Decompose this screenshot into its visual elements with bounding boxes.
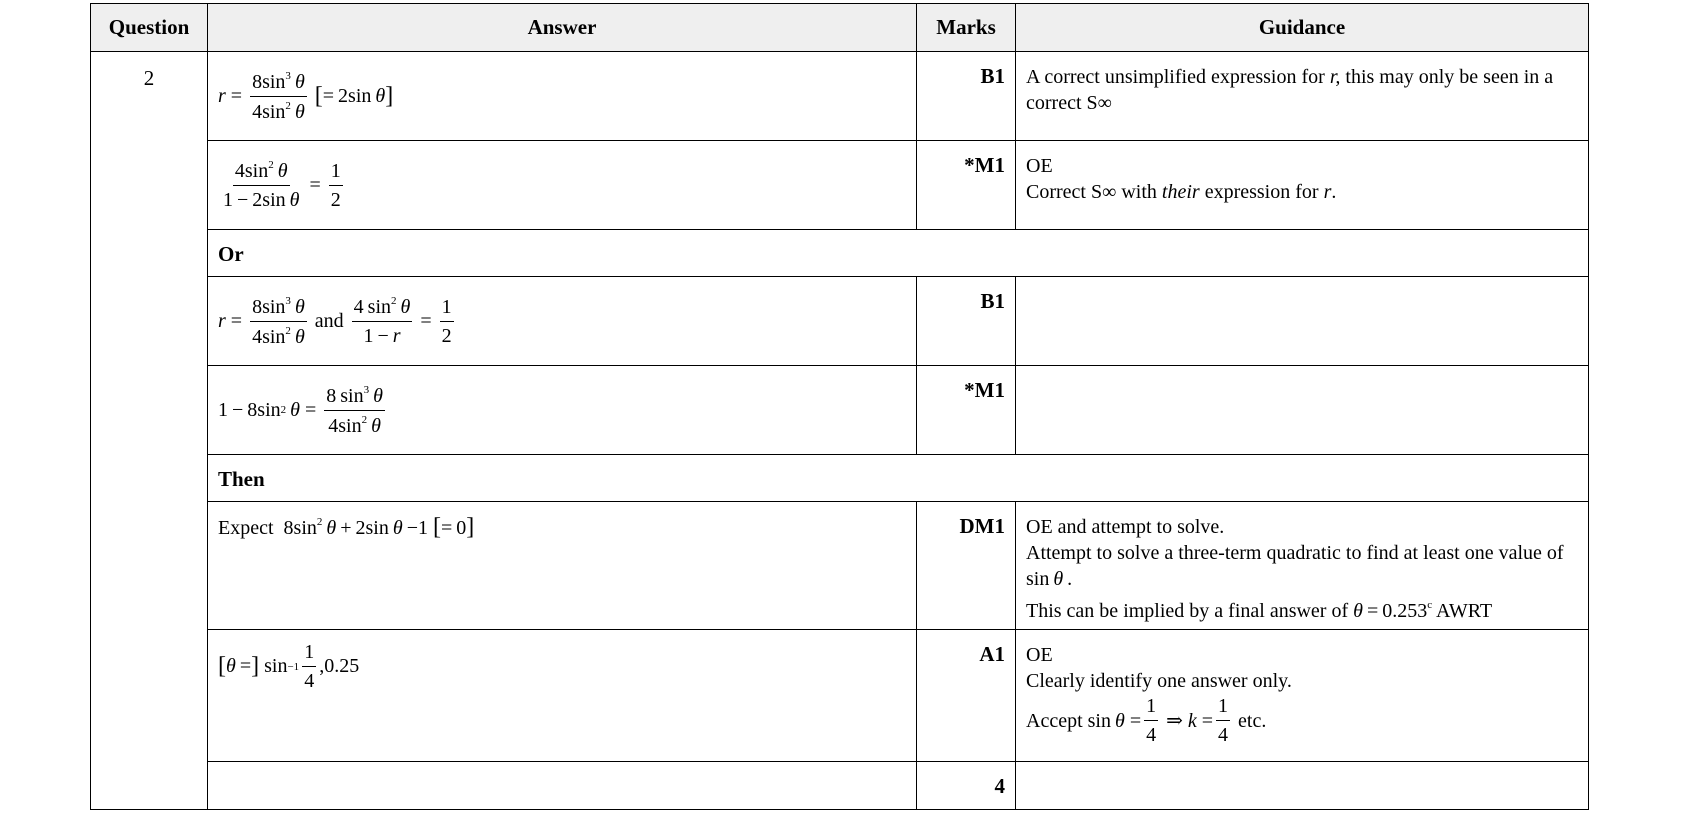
mark-cell: B1 bbox=[917, 52, 1016, 141]
marks-header: Marks bbox=[917, 4, 1016, 52]
total-row bbox=[91, 762, 1589, 810]
guidance-cell bbox=[1016, 277, 1589, 366]
guidance-text: etc. bbox=[1238, 709, 1267, 732]
guidance-cell bbox=[1016, 366, 1589, 455]
table-row bbox=[91, 141, 1589, 230]
section-row bbox=[91, 455, 1589, 502]
or-label: Or bbox=[208, 230, 1589, 277]
guidance-cell bbox=[1016, 630, 1589, 762]
answer-cell: [ θ = ] sin −1 $\frac{1}{4}$ ,0.25 bbox=[208, 630, 917, 762]
mark-cell: *M1 bbox=[917, 366, 1016, 455]
mark-cell: B1 bbox=[917, 277, 1016, 366]
section-row bbox=[91, 230, 1589, 277]
guidance-text: This can be implied by a final answer of bbox=[1026, 600, 1354, 622]
guidance-text: Accept bbox=[1026, 709, 1083, 732]
table-row bbox=[91, 366, 1589, 455]
guidance-text: Correct S∞ with bbox=[1026, 181, 1162, 203]
guidance-var: r, bbox=[1329, 66, 1341, 88]
guidance-line: OE and attempt to solve. bbox=[1026, 516, 1225, 538]
question-number: 2 bbox=[91, 52, 208, 810]
answer-tail: ,0.25 bbox=[319, 655, 360, 677]
guidance-line: Clearly identify one answer only. bbox=[1026, 670, 1292, 692]
answer-prefix: Expect bbox=[218, 517, 274, 539]
guidance-line: This can be implied by a final answer of θ = 0.253$^c$ AWRT bbox=[1026, 599, 1493, 622]
total-mark: 4 bbox=[917, 762, 1016, 810]
guidance-line: OE bbox=[1026, 155, 1053, 177]
mark-cell: *M1 bbox=[917, 141, 1016, 230]
guidance-cell bbox=[1016, 762, 1589, 810]
table-row bbox=[91, 630, 1589, 762]
mark-cell: DM1 bbox=[917, 502, 1016, 630]
guidance-text: expression for bbox=[1199, 181, 1324, 203]
guidance-cell bbox=[1016, 141, 1589, 230]
guidance-line: Accept sin θ = $\frac{1}{4}$ ⇒ k = $\frac{1}{4}$ etc. bbox=[1026, 695, 1267, 746]
question-header: Question bbox=[91, 4, 208, 52]
answer-cell: $\frac{4\sin^2 \theta}{\text{1 − 2sin θ}}$ = $\frac{1}{2}$ bbox=[208, 141, 917, 230]
guidance-line bbox=[1026, 179, 1578, 205]
answer-cell: r = $\frac{8\sin^3 \theta}{4\sin^2 \theta}$ [ = 2sin θ ] bbox=[208, 52, 917, 141]
answer-cell bbox=[208, 762, 917, 810]
guidance-header: Guidance bbox=[1016, 4, 1589, 52]
answer-cell: r = $\frac{8\sin^3 \theta}{4\sin^2 \theta}$ and $\frac{4 \sin^2 \theta}{1 - r}$ = $\frac{1}{2}$ bbox=[208, 277, 917, 366]
guidance-text: AWRT bbox=[1432, 600, 1493, 622]
guidance-cell bbox=[1016, 52, 1589, 141]
guidance-text: A correct unsimplified expression for bbox=[1026, 66, 1330, 88]
table-row bbox=[91, 277, 1589, 366]
mark-scheme-table bbox=[90, 3, 1589, 810]
answer-cell: Expect $8\sin^2$ θ + 2sin θ −1 [= 0] bbox=[208, 502, 917, 630]
guidance-line: Attempt to solve a three-term quadratic to find at least one value of sin θ . bbox=[1026, 542, 1564, 590]
guidance-line: OE bbox=[1026, 644, 1053, 666]
mark-cell: A1 bbox=[917, 630, 1016, 762]
guidance-emph: their bbox=[1161, 181, 1200, 203]
guidance-text: . bbox=[1331, 181, 1337, 203]
guidance-text: Attempt to solve a three-term quadratic to find at least one value of bbox=[1026, 542, 1564, 564]
table-row bbox=[91, 502, 1589, 630]
guidance-cell bbox=[1016, 502, 1589, 630]
and-text: and bbox=[314, 309, 344, 332]
then-label: Then bbox=[208, 455, 1589, 502]
guidance-text: this may only be seen in a correct S∞ bbox=[1026, 66, 1554, 114]
answer-cell: 1 − 8sin 2 θ = $\frac{8 \sin^3 \theta}{4\sin^2 \theta}$ bbox=[208, 366, 917, 455]
table-row bbox=[91, 52, 1589, 141]
answer-header: Answer bbox=[208, 4, 917, 52]
guidance-var: r bbox=[1323, 181, 1332, 203]
header-row bbox=[91, 4, 1589, 52]
